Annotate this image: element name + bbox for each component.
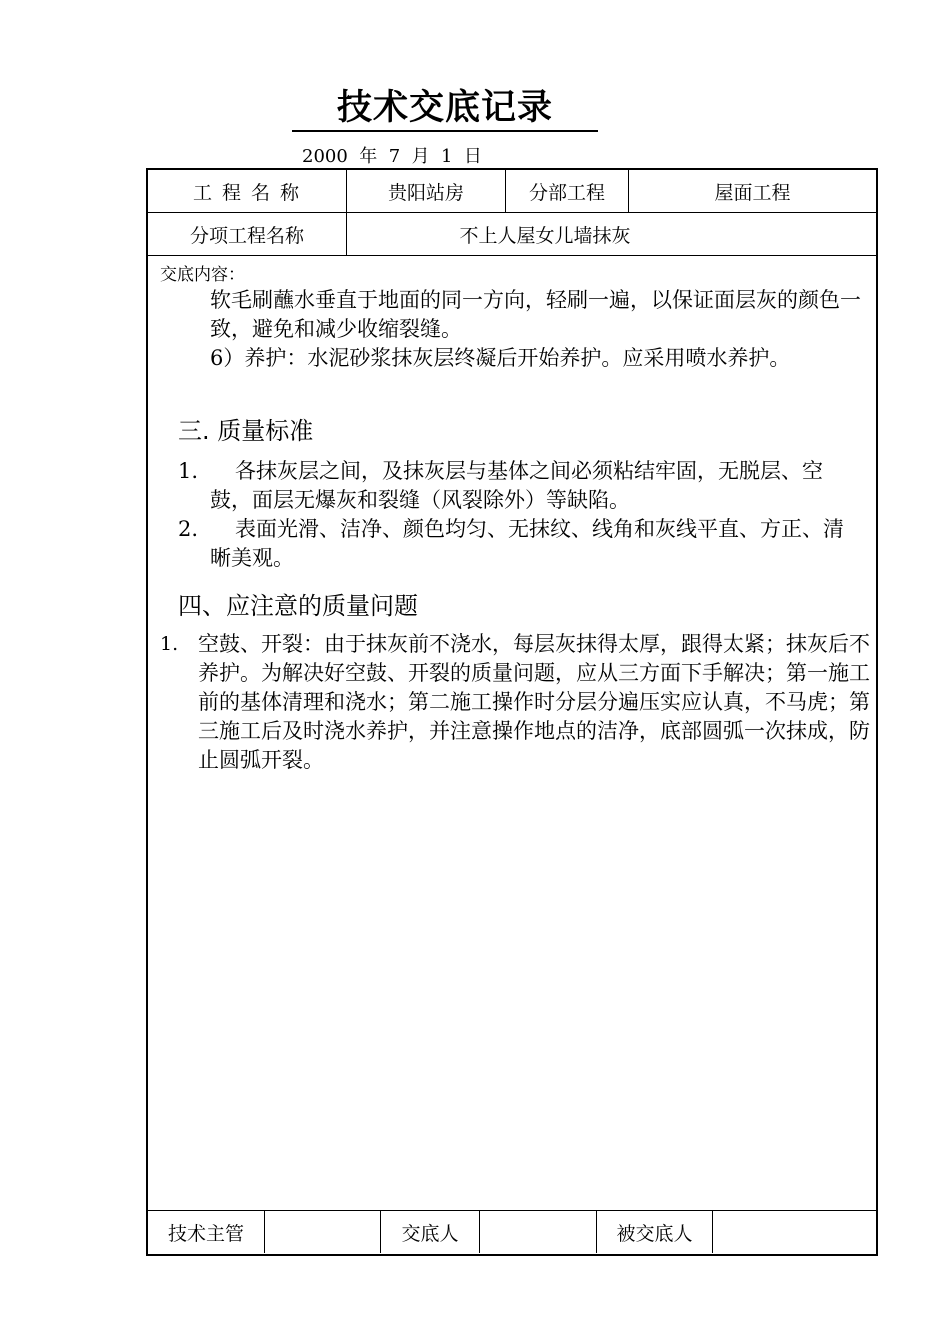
list-number: 2.	[178, 517, 199, 541]
receiver-signature-field[interactable]	[713, 1211, 876, 1253]
list-number: 1.	[178, 459, 199, 483]
disclosure-content	[148, 256, 876, 1210]
project-name-value: 贵阳站房	[387, 181, 464, 204]
presenter-signature-field[interactable]	[480, 1211, 596, 1253]
info-row-subitem	[148, 213, 876, 256]
receiver-label: 被交底人	[616, 1222, 693, 1245]
paragraph-curing: 6）养护：水泥砂浆抹灰层终凝后开始养护。应采用喷水养护。	[210, 346, 791, 370]
list-item-text: 空鼓、开裂：由于抹灰前不浇水，每层灰抹得太厚，跟得太紧；抹灰后不养护。为解决好空鼓、开裂的质量问题，应从三方面下手解决；第一施工前的基体清理和浇水；第二施工操作时分层分遍压实应认真，不马虎；第三施工后及时浇水养护，并注意操作地点的洁净，底部圆弧一次抹成，防止圆弧开裂。	[198, 632, 870, 772]
subitem-label: 分项工程名称	[189, 224, 304, 247]
list-item-text: 表面光滑、洁净、颜色均匀、无抹纹、线角和灰线平直、方正、清晰美观。	[210, 517, 844, 570]
division-value: 屋面工程	[714, 181, 791, 204]
content-label: 交底内容：	[160, 265, 245, 285]
info-row-project	[148, 170, 876, 213]
section-heading-quality-issues: 四、应注意的质量问题	[178, 592, 418, 620]
paragraph-brush: 软毛刷蘸水垂直于地面的同一方向，轻刷一遍，以保证面层灰的颜色一致，避免和减少收缩裂缝。	[210, 288, 861, 341]
document-title: 技术交底记录	[292, 86, 598, 132]
subitem-value: 不上人屋女儿墙抹灰	[459, 224, 631, 247]
list-number: 1.	[160, 633, 179, 655]
project-name-label: 工 程 名 称	[192, 181, 302, 204]
division-label: 分部工程	[528, 181, 605, 204]
tech-lead-label: 技术主管	[167, 1222, 244, 1245]
list-item-text: 各抹灰层之间，及抹灰层与基体之间必须粘结牢固，无脱层、空鼓，面层无爆灰和裂缝（风裂除外）等缺陷。	[210, 459, 823, 512]
section-heading-quality-standard: 三. 质量标准	[178, 417, 314, 445]
document-date: 2000 年 7 月 1 日	[302, 146, 482, 167]
tech-lead-signature-field[interactable]	[265, 1211, 380, 1253]
signature-row	[148, 1210, 876, 1253]
disclosure-form	[146, 168, 878, 1256]
presenter-label: 交底人	[401, 1222, 459, 1245]
